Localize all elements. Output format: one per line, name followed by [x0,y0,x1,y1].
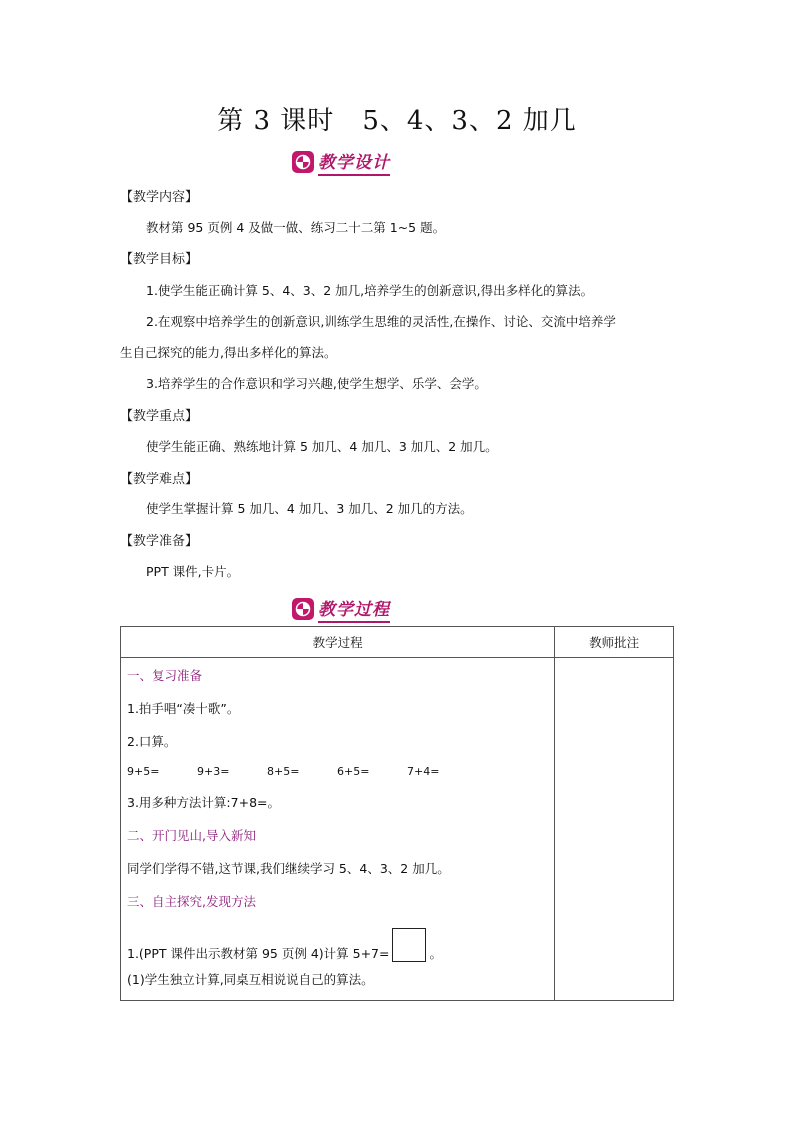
notes-cell [555,658,674,1001]
section-explore: 三、自主探究,发现方法 [127,894,256,909]
process-badge-label: 教学过程 [318,595,390,623]
design-badge [292,150,390,174]
col-header-notes: 教师批注 [555,627,674,658]
lesson-number: 第 3 课时 [217,106,335,136]
lesson-topic: 5、4、3、2 加几 [362,106,577,136]
calc-item: 9+3= [197,765,230,778]
line-multi-method: 3.用多种方法计算:7+8=。 [127,795,280,810]
col-header-process: 教学过程 [121,627,555,658]
example-text: 1.(PPT 课件出示教材第 95 页例 4)计算 5+7= [127,946,390,961]
preparation-text: PPT 课件,卡片。 [146,564,240,579]
calc-item: 8+5= [267,765,300,778]
preparation-heading: 【教学准备】 [120,534,199,549]
calc-item: 9+5= [127,765,160,778]
content-text: 教材第 95 页例 4 及做一做、练习二十二第 1~5 题。 [146,220,446,235]
process-cell [121,658,555,1001]
pinwheel-icon [292,598,314,620]
calc-item: 7+4= [407,765,440,778]
calc-row [121,765,554,781]
section-intro: 二、开门见山,导入新知 [127,828,256,843]
goal-2-line-1: 2.在观察中培养学生的创新意识,训练学生思维的灵活性,在操作、讨论、交流中培养学 [146,314,616,329]
goals-heading: 【教学目标】 [120,252,199,267]
design-badge-label: 教学设计 [318,148,390,176]
process-badge [292,597,390,621]
line-oral-calc: 2.口算。 [127,734,177,749]
line-independent: (1)学生独立计算,同桌互相说说自己的算法。 [127,972,374,987]
line-example [121,928,554,962]
key-text: 使学生能正确、熟练地计算 5 加几、4 加几、3 加几、2 加几。 [146,439,498,454]
goal-3: 3.培养学生的合作意识和学习兴趣,使学生想学、乐学、会学。 [146,376,487,391]
key-heading: 【教学重点】 [120,409,199,424]
difficulty-heading: 【教学难点】 [120,472,199,487]
calc-item: 6+5= [337,765,370,778]
goal-2-line-2: 生自己探究的能力,得出多样化的算法。 [120,345,337,360]
line-continue: 同学们学得不错,这节课,我们继续学习 5、4、3、2 加几。 [127,861,450,876]
pinwheel-icon [292,151,314,173]
answer-box [392,928,426,962]
content-heading: 【教学内容】 [120,190,199,205]
section-review: 一、复习准备 [127,668,203,683]
example-end: 。 [429,946,442,961]
lesson-title [0,100,794,137]
line-clap-song: 1.拍手唱“凑十歌”。 [127,701,240,716]
goal-1: 1.使学生能正确计算 5、4、3、2 加几,培养学生的创新意识,得出多样化的算法。 [146,283,594,298]
process-table [120,626,674,1001]
difficulty-text: 使学生掌握计算 5 加几、4 加几、3 加几、2 加几的方法。 [146,501,473,516]
